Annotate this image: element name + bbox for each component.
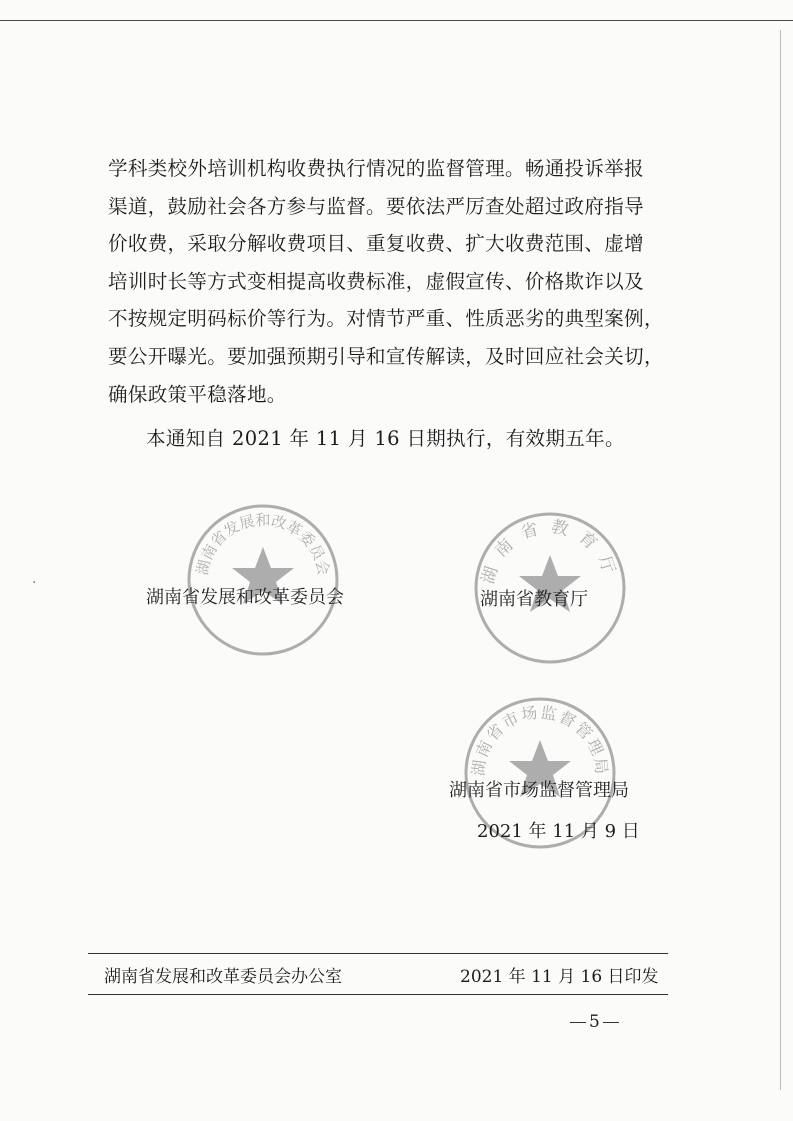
seal-stamp-text-1: 湖南省发展和改革委员会: [193, 511, 333, 577]
scan-right-edge: [780, 30, 781, 1090]
footer-issuer: 湖南省发展和改革委员会办公室: [104, 967, 342, 987]
page-number-value: 5: [589, 1012, 600, 1032]
scan-top-border: [0, 20, 793, 21]
dash-left: [570, 1022, 586, 1023]
signatory-drc: 湖南省发展和改革委员会: [146, 587, 344, 608]
body-paragraph: [108, 150, 688, 413]
signatory-education: 湖南省教育厅: [480, 589, 588, 610]
footer-rule-bottom: [88, 994, 668, 995]
body-line: 要公开曝光。要加强预期引导和宣传解读，及时回应社会关切，: [108, 344, 664, 368]
page-number: [567, 1012, 622, 1032]
body-line: 渠道，鼓励社会各方参与监督。要依法严厉查处超过政府指导: [108, 194, 644, 218]
footer-printed-date: 2021 年 11 月 16 日印发: [460, 967, 659, 987]
margin-speck: ·: [32, 575, 37, 591]
body-line: 不按规定明码标价等行为。对情节严重、性质恶劣的典型案例，: [108, 307, 664, 331]
body-line: 确保政策平稳落地。: [108, 382, 287, 406]
body-line: 学科类校外培训机构收费执行情况的监督管理。畅通投诉举报: [108, 157, 644, 180]
seal-stamp-drc: [183, 500, 343, 660]
body-line: 价收费，采取分解收费项目、重复收费、扩大收费范围、虚增: [108, 232, 644, 256]
footer-rule-top: [88, 953, 668, 954]
signing-date: 2021 年 11 月 9 日: [477, 821, 640, 842]
seal-stamp-text-2: 湖南省教育厅: [478, 516, 622, 587]
effective-notice: 本通知自 2021 年 11 月 16 日期执行，有效期五年。: [146, 427, 625, 450]
signatory-market: 湖南省市场监督管理局: [449, 780, 629, 801]
body-line: 培训时长等方式变相提高收费标准，虚假宣传、价格欺诈以及: [108, 269, 644, 293]
dash-right: [603, 1022, 619, 1023]
seal-stamp-text-3: 湖南省市场监督管理局: [468, 702, 612, 777]
